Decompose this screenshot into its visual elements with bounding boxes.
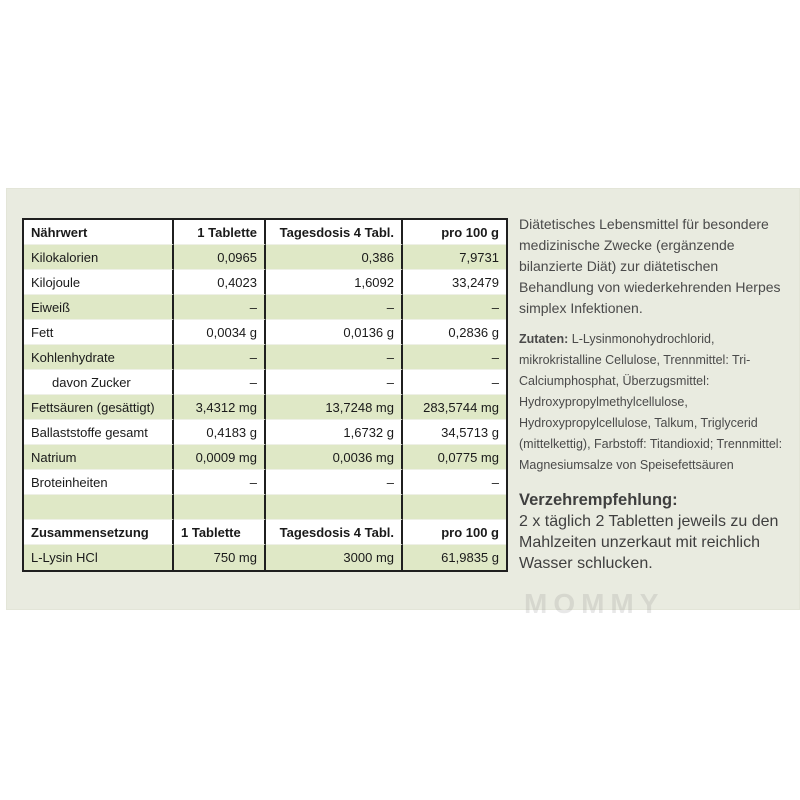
cell-value: – <box>174 470 266 495</box>
table-row <box>24 395 506 420</box>
usage-title: Verzehrempfehlung: <box>519 491 678 509</box>
cell-value: 0,0034 g <box>174 320 266 345</box>
cell-value: – <box>174 295 266 320</box>
header-cell: pro 100 g <box>403 520 506 545</box>
cell-value: 0,0036 mg <box>266 445 403 470</box>
header-cell: Tagesdosis 4 Tabl. <box>266 520 403 545</box>
cell-value: 33,2479 <box>403 270 506 295</box>
cell-value: – <box>403 345 506 370</box>
row-label: davon Zucker <box>24 370 174 395</box>
ingredients-block <box>519 329 791 476</box>
nutrition-table <box>24 220 506 570</box>
table-row <box>24 370 506 395</box>
table-row <box>24 245 506 270</box>
package-panel <box>6 188 800 619</box>
row-label: Eiweiß <box>24 295 174 320</box>
cell-value: 0,0965 <box>174 245 266 270</box>
row-label: Broteinheiten <box>24 470 174 495</box>
cell-value: 0,4023 <box>174 270 266 295</box>
cell-value: 283,5744 mg <box>403 395 506 420</box>
header-cell: pro 100 g <box>403 220 506 245</box>
cell-value: 3000 mg <box>266 545 403 570</box>
composition-row <box>24 545 506 570</box>
table-row <box>24 420 506 445</box>
table-row <box>24 320 506 345</box>
table-row <box>24 295 506 320</box>
cell-value <box>266 495 403 520</box>
row-label: Kohlenhydrate <box>24 345 174 370</box>
row-label: Kilokalorien <box>24 245 174 270</box>
header-cell: Nährwert <box>24 220 174 245</box>
row-label: Fettsäuren (gesättigt) <box>24 395 174 420</box>
cell-value: 1,6732 g <box>266 420 403 445</box>
cell-value: 0,0775 mg <box>403 445 506 470</box>
cell-value: – <box>403 470 506 495</box>
cell-value: 7,9731 <box>403 245 506 270</box>
table-row <box>24 470 506 495</box>
table-row-empty <box>24 495 506 520</box>
row-label: L-Lysin HCl <box>24 545 174 570</box>
ingredients-text: L-Lysinmonohydrochlorid, mikrokristalline Cellulose, Trennmittel: Tri-Calciumphosphat, Überzugsmittel: Hydroxypropylmethylcellulose, Hydroxypropylcellulose, Talkum, Triglycerid (mittelkettig), Farbstoff: Titandioxid; Trennmittel: Magnesiumsalze von Speisefettsäuren <box>519 332 783 472</box>
cell-value: 61,9835 g <box>403 545 506 570</box>
cell-value: 34,5713 g <box>403 420 506 445</box>
cell-value <box>403 495 506 520</box>
cell-value: – <box>403 370 506 395</box>
cell-value: 0,0009 mg <box>174 445 266 470</box>
watermark: MOMMY <box>524 588 665 619</box>
cell-value: – <box>174 345 266 370</box>
row-label: Natrium <box>24 445 174 470</box>
ingredients-label: Zutaten: <box>519 332 569 346</box>
header-cell: 1 Tablette <box>174 220 266 245</box>
cell-value: 1,6092 <box>266 270 403 295</box>
cell-value: – <box>266 295 403 320</box>
cell-value: – <box>266 470 403 495</box>
cell-value: 0,386 <box>266 245 403 270</box>
cell-value <box>174 495 266 520</box>
cell-value: 13,7248 mg <box>266 395 403 420</box>
cell-value: 0,4183 g <box>174 420 266 445</box>
row-label <box>24 495 174 520</box>
cell-value: – <box>266 345 403 370</box>
header-cell: Tagesdosis 4 Tabl. <box>266 220 403 245</box>
cell-value: 0,2836 g <box>403 320 506 345</box>
row-label: Kilojoule <box>24 270 174 295</box>
table-row <box>24 270 506 295</box>
header-cell: Zusammensetzung <box>24 520 174 545</box>
row-label: Ballaststoffe gesamt <box>24 420 174 445</box>
table-header-row <box>24 220 506 245</box>
product-info <box>519 214 791 574</box>
table-row <box>24 445 506 470</box>
table-row <box>24 345 506 370</box>
nutrition-table-box <box>22 218 508 572</box>
cell-value: – <box>174 370 266 395</box>
usage-text: 2 x täglich 2 Tabletten jeweils zu den Mahlzeiten unzerkaut mit reichlich Wasser schlucken. <box>519 513 779 572</box>
product-description: Diätetisches Lebensmittel für besondere medizinische Zwecke (ergänzende bilanzierte Diät) zur diätetischen Behandlung von wiederkehrenden Herpes simplex Infektionen. <box>519 216 781 316</box>
composition-header-row <box>24 520 506 545</box>
row-label: Fett <box>24 320 174 345</box>
header-cell: 1 Tablette <box>174 520 266 545</box>
cell-value: 0,0136 g <box>266 320 403 345</box>
cell-value: – <box>403 295 506 320</box>
cell-value: 750 mg <box>174 545 266 570</box>
cell-value: 3,4312 mg <box>174 395 266 420</box>
cell-value: – <box>266 370 403 395</box>
